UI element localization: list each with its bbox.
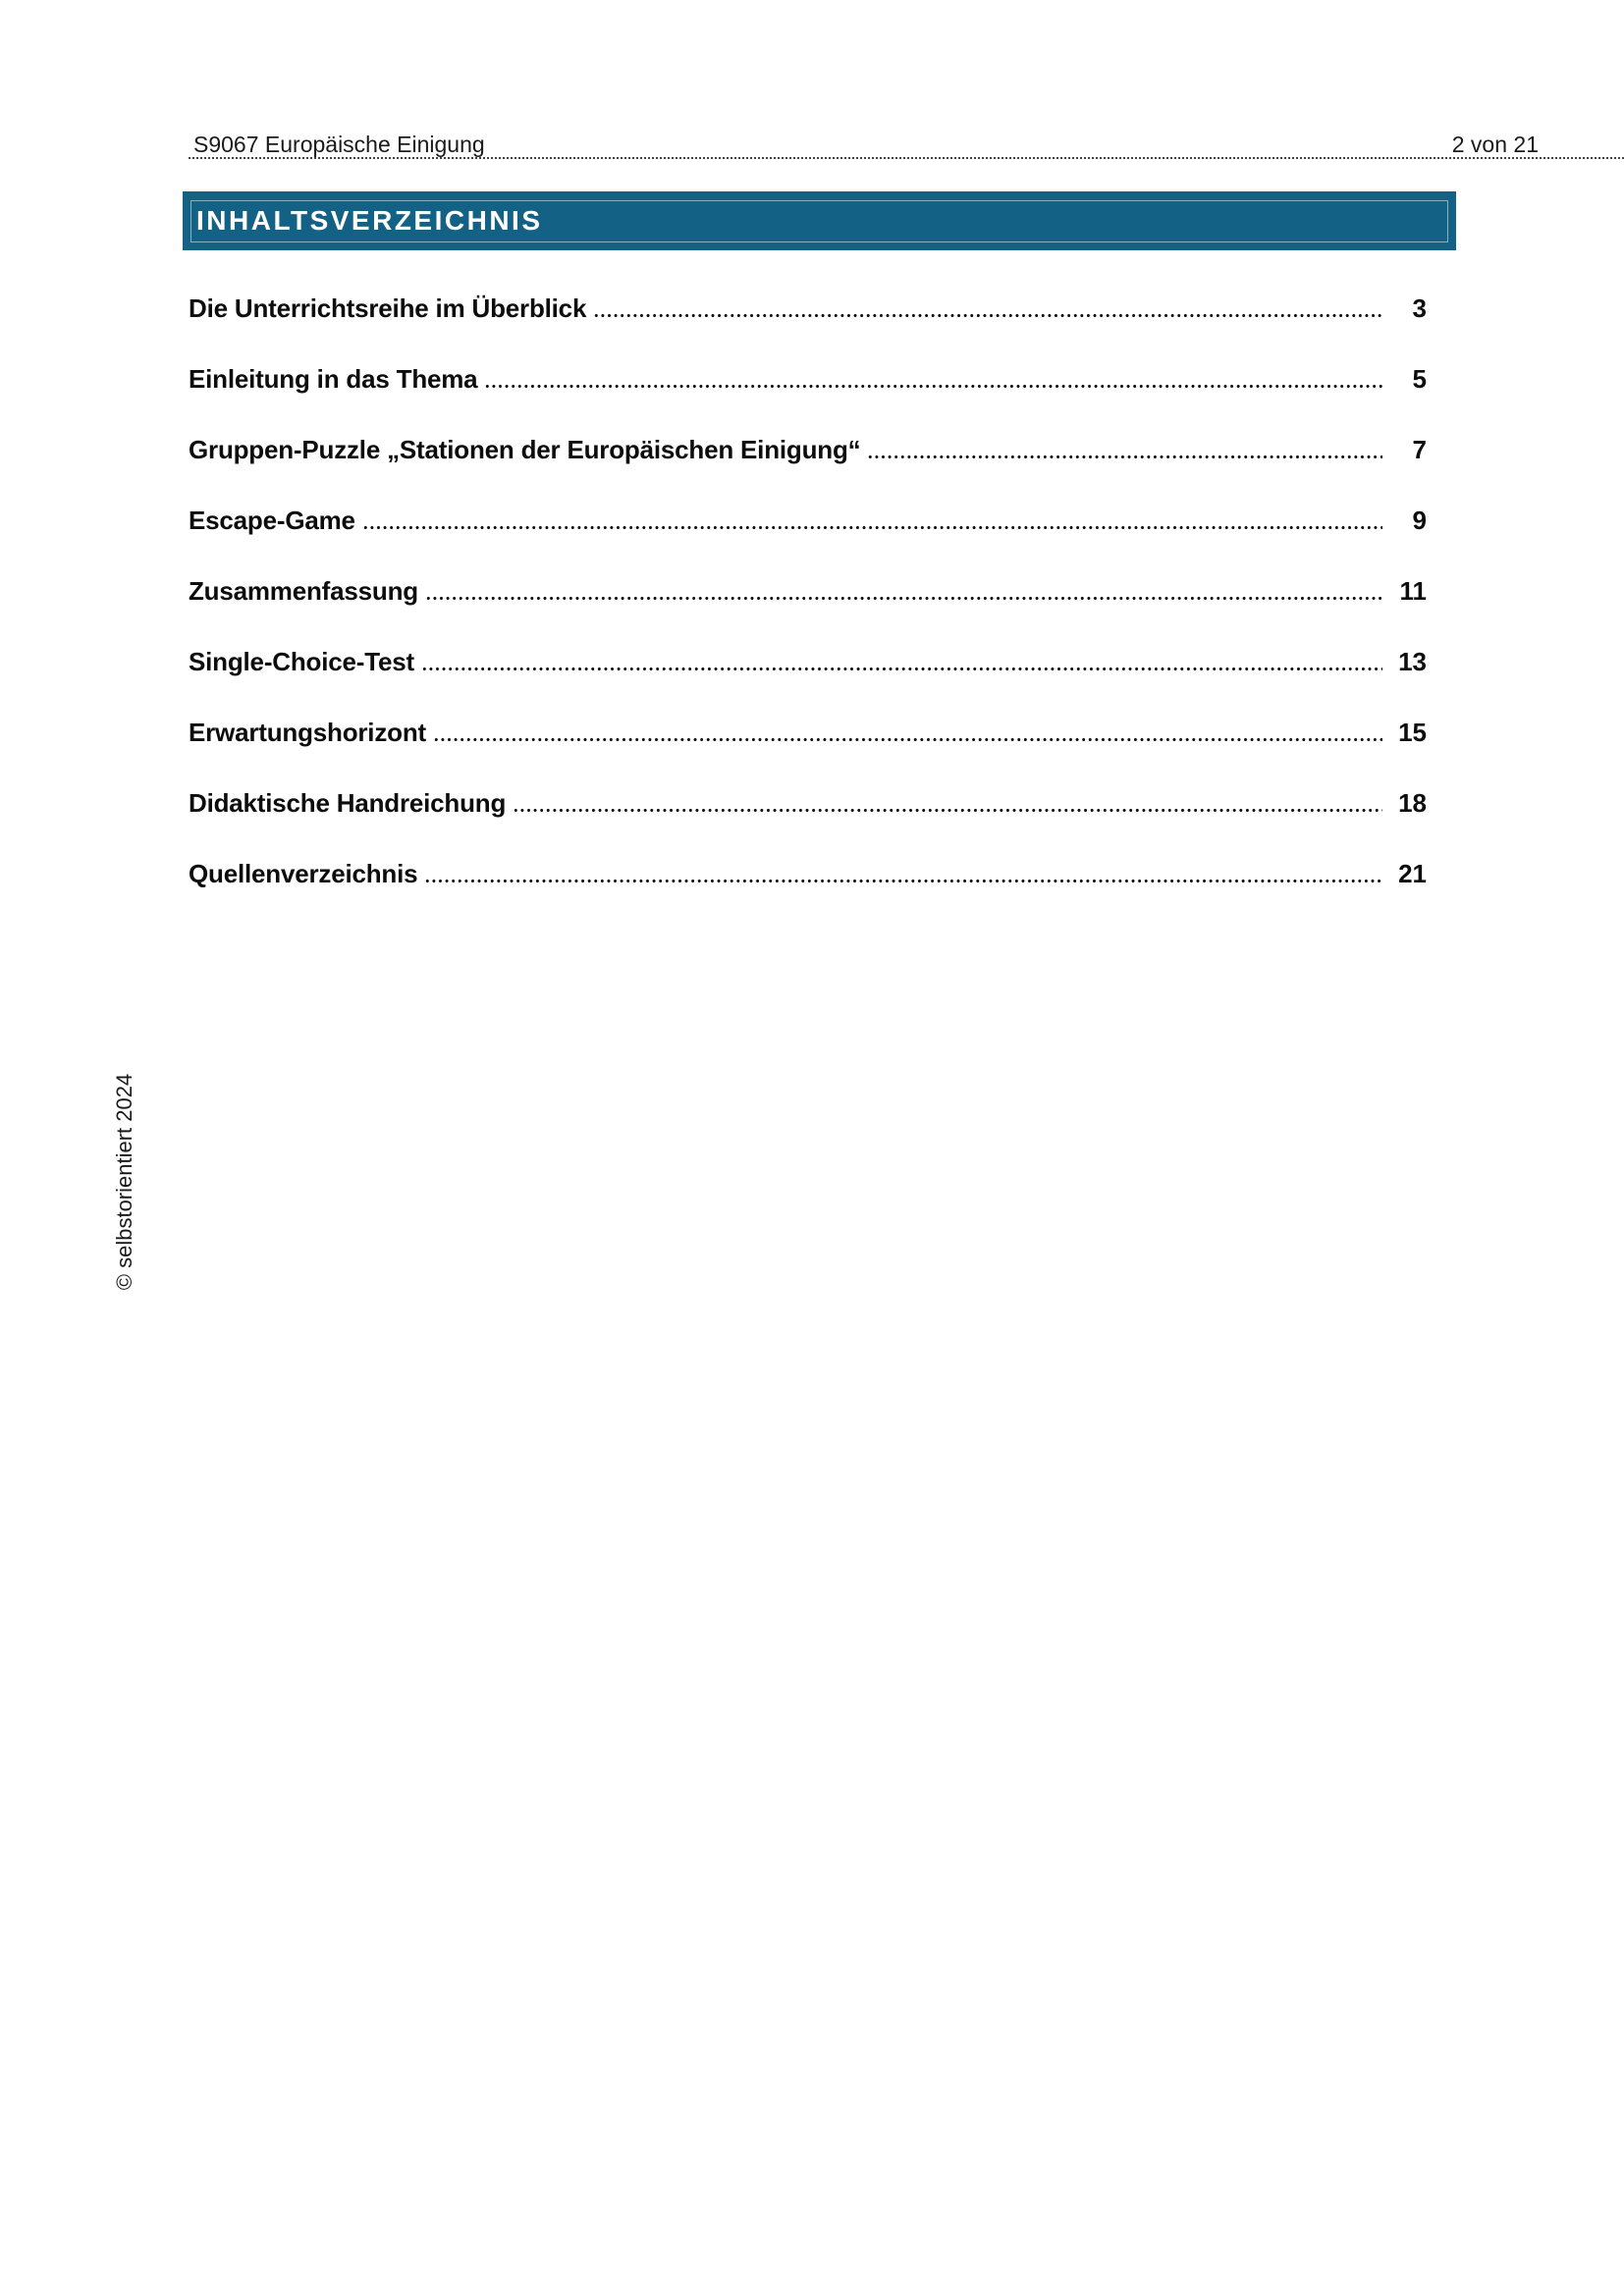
dot-leader — [424, 879, 1382, 883]
header-divider — [189, 157, 1624, 159]
section-title-bar — [183, 191, 1456, 250]
dot-leader — [867, 454, 1382, 459]
dot-leader — [433, 737, 1382, 742]
toc-entry-single-choice-test[interactable] — [189, 638, 1427, 677]
toc-entry-unterrichtsreihe[interactable] — [189, 285, 1427, 324]
toc-entry-label: Die Unterrichtsreihe im Überblick — [189, 294, 587, 323]
toc-entry-label: Erwartungshorizont — [189, 718, 426, 747]
dot-leader — [593, 313, 1382, 318]
toc-entry-page-number: 3 — [1412, 294, 1427, 323]
toc-entry-escape-game[interactable] — [189, 497, 1427, 536]
toc-entry-quellenverzeichnis[interactable] — [189, 850, 1427, 889]
dot-leader — [362, 525, 1382, 530]
dot-leader — [484, 384, 1382, 389]
toc-entry-label: Einleitung in das Thema — [189, 364, 478, 394]
toc-entry-gruppen-puzzle[interactable] — [189, 426, 1427, 465]
dot-leader — [513, 808, 1382, 813]
toc-entry-page-number: 9 — [1412, 506, 1427, 535]
header-page-indicator: 2 von 21 — [1451, 132, 1539, 157]
toc-entry-page-number: 15 — [1398, 718, 1427, 747]
dot-leader — [425, 596, 1382, 601]
toc-entry-label: Escape-Game — [189, 506, 355, 535]
toc-entry-einleitung[interactable] — [189, 355, 1427, 395]
toc-entry-page-number: 5 — [1412, 364, 1427, 394]
toc-entry-label: Gruppen-Puzzle „Stationen der Europäischen Einigung“ — [189, 435, 861, 464]
toc-entry-page-number: 21 — [1398, 859, 1427, 888]
toc-entry-zusammenfassung[interactable] — [189, 567, 1427, 607]
toc-entry-page-number: 11 — [1399, 576, 1427, 606]
toc-entry-label: Single-Choice-Test — [189, 647, 414, 676]
toc-entry-didaktische-handreichung[interactable] — [189, 779, 1427, 819]
toc-entry-page-number: 7 — [1412, 435, 1427, 464]
dot-leader — [421, 667, 1382, 671]
toc-entry-label: Quellenverzeichnis — [189, 859, 418, 888]
toc-entry-label: Didaktische Handreichung — [189, 788, 507, 818]
section-title: INHALTSVERZEICHNIS — [196, 205, 543, 236]
toc-entry-page-number: 13 — [1398, 647, 1427, 676]
copyright-note: © selbstorientiert 2024 — [112, 1073, 136, 1291]
toc-entry-label: Zusammenfassung — [189, 576, 418, 606]
table-of-contents — [189, 285, 1427, 921]
toc-entry-page-number: 18 — [1398, 788, 1427, 818]
toc-entry-erwartungshorizont[interactable] — [189, 709, 1427, 748]
header-document-code: S9067 Europäische Einigung — [193, 132, 485, 157]
